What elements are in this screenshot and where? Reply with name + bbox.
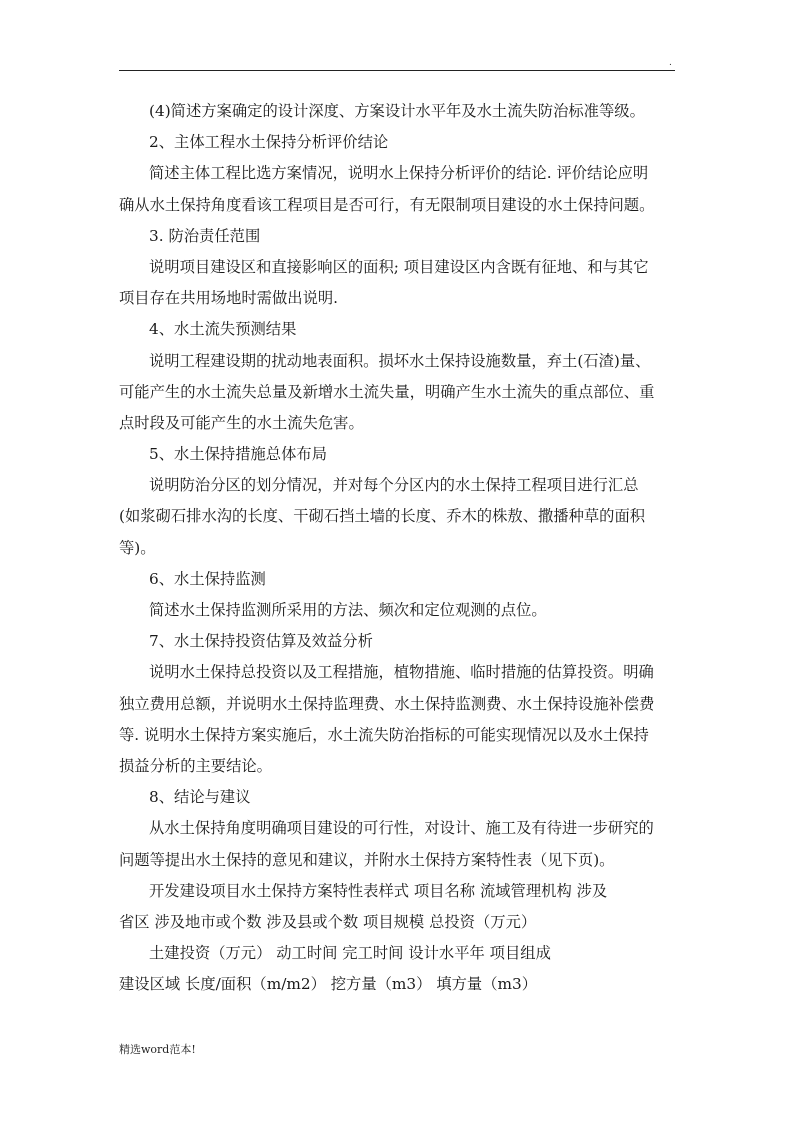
text-line: 3. 防治责任范围 bbox=[149, 226, 261, 245]
text-line: 损益分析的主要结论。 bbox=[119, 756, 272, 775]
text-line: 等. 说明水土保持方案实施后，水土流失防治指标的可能实现情况以及水土保持 bbox=[119, 725, 649, 744]
text-line: 说明防治分区的划分情况，并对每个分区内的水土保持工程项目进行汇总 bbox=[149, 476, 639, 495]
text-line: 建设区域 长度/面积（m/m2） 挖方量（m3） 填方量（m3） bbox=[119, 975, 538, 994]
text-line: 4、水土流失预测结果 bbox=[149, 320, 297, 339]
text-line: 独立费用总额，并说明水土保持监理费、水土保持监测费、水土保持设施补偿费 bbox=[119, 694, 655, 713]
text-line: 5、水土保持措施总体布局 bbox=[149, 445, 327, 464]
text-line: 土建投资（万元） 动工时间 完工时间 设计水平年 项目组成 bbox=[149, 944, 551, 963]
text-line: (4)简述方案确定的设计深度、方案设计水平年及水土流失防治标准等级。 bbox=[149, 102, 645, 120]
text-line: 说明水土保持总投资以及工程措施，植物措施、临时措施的估算投资。明确 bbox=[149, 663, 654, 682]
header-rule bbox=[119, 70, 675, 71]
body-text bbox=[119, 96, 679, 1000]
text-line: 等)。 bbox=[119, 538, 156, 557]
text-line: 点时段及可能产生的水土流失危害。 bbox=[119, 413, 364, 432]
text-line: 7、水土保持投资估算及效益分析 bbox=[149, 632, 373, 651]
text-line: 问题等提出水土保持的意见和建议，并附水土保持方案特性表（见下页)。 bbox=[119, 850, 615, 869]
text-line: 从水土保持角度明确项目建设的可行性，对设计、施工及有待进一步研究的 bbox=[149, 819, 654, 838]
text-line: 开发建设项目水土保持方案特性表样式 项目名称 流域管理机构 涉及 bbox=[149, 881, 608, 900]
text-line: 确从水土保持角度看该工程项目是否可行，有无限制项目建设的水土保持问题。 bbox=[119, 195, 655, 214]
text-line: 2、主体工程水土保持分析评价结论 bbox=[149, 133, 389, 152]
text-line: 可能产生的水土流失总量及新增水土流失量，明确产生水土流失的重点部位、重 bbox=[119, 382, 655, 401]
text-line: 说明工程建设期的扰动地表面积。损坏水土保持设施数量，弃土(石渣)量、 bbox=[149, 351, 651, 370]
text-line: 简述主体工程比选方案情况，说明水上保持分析评价的结论. 评价结论应明 bbox=[149, 164, 649, 183]
text-line: 简述水土保持监测所采用的方法、频次和定位观测的点位。 bbox=[149, 601, 547, 619]
text-line: 6、水土保持监测 bbox=[149, 569, 266, 588]
footer-text: 精选word范本! bbox=[119, 1043, 196, 1056]
text-line: 说明项目建设区和直接影响区的面积; 项目建设区内含既有征地、和与其它 bbox=[149, 257, 649, 276]
text-line: 省区 涉及地市或个数 涉及县或个数 项目规模 总投资（万元） bbox=[119, 912, 537, 931]
text-line: 8、结论与建议 bbox=[149, 788, 251, 807]
header-mark: . bbox=[669, 58, 672, 68]
text-line: (如浆砌石排水沟的长度、干砌石挡土墙的长度、乔木的株敖、撒播种草的面积 bbox=[119, 507, 646, 526]
text-line: 项目存在共用场地时需做出说明. bbox=[119, 289, 339, 308]
